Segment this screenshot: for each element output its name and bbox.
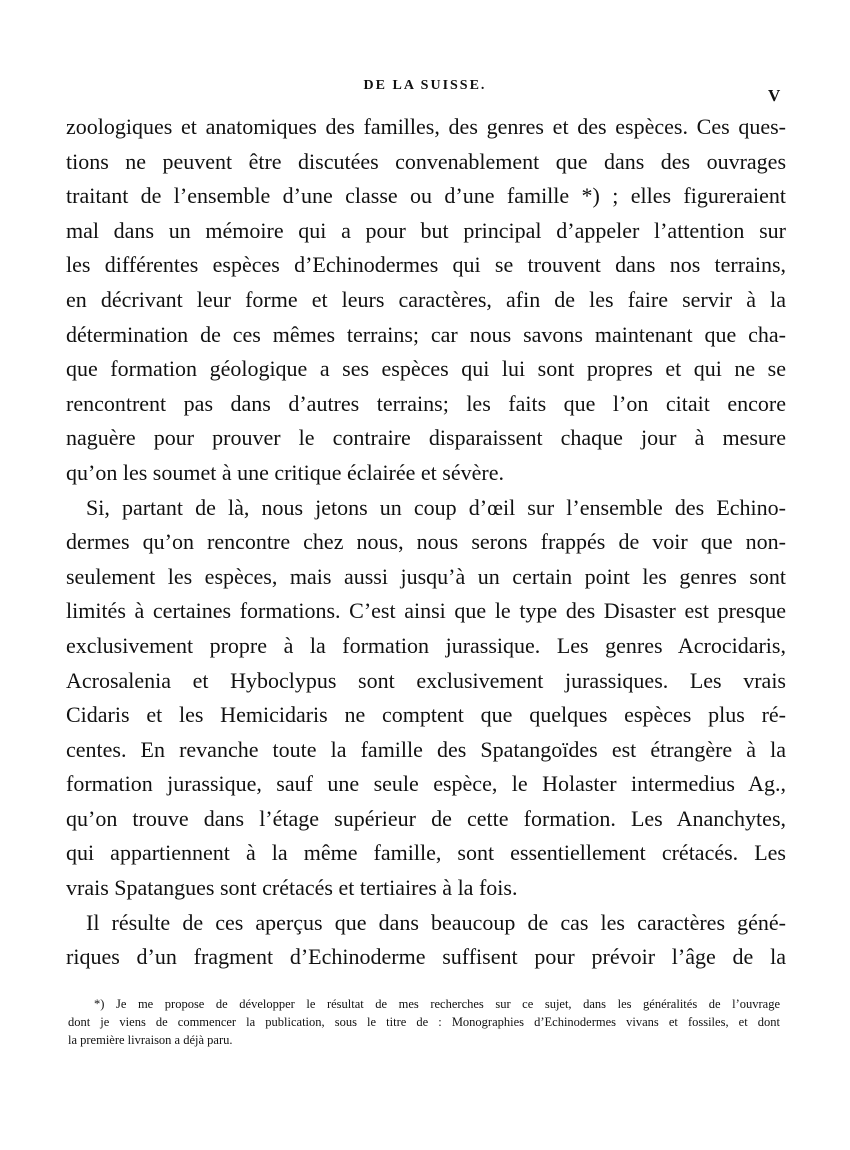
text-line: traitant de l’ensemble d’une classe ou d’une famille *) ; elles figureraient xyxy=(66,183,786,209)
text-line: détermination de ces mêmes terrains; car nous savons maintenant que cha- xyxy=(66,321,786,347)
text-line: centes. En revanche toute la famille des Spatangoïdes est étrangère à la xyxy=(66,736,786,762)
text-line: qu’on les soumet à une critique éclairée et sévère. xyxy=(66,459,504,485)
body-text xyxy=(66,110,786,975)
text-line: Acrosalenia et Hyboclypus sont exclusivement jurassiques. Les vrais xyxy=(66,667,786,693)
footnote-line: dont je viens de commencer la publication, sous le titre de : Monographies d’Echinodermes vivans et fossiles, et dont xyxy=(68,1015,780,1029)
text-line: naguère pour prouver le contraire disparaissent chaque jour à mesure xyxy=(66,425,786,451)
running-head: DE LA SUISSE. xyxy=(363,78,487,93)
text-line: exclusivement propre à la formation jurassique. Les genres Acrocidaris, xyxy=(66,632,786,658)
text-line: formation jurassique, sauf une seule espèce, le Holaster intermedius Ag., xyxy=(66,771,786,797)
text-line: rencontrent pas dans d’autres terrains; les faits que l’on citait encore xyxy=(66,390,786,416)
text-line: les différentes espèces d’Echinodermes qui se trouvent dans nos terrains, xyxy=(66,252,786,278)
paragraph-3 xyxy=(66,906,786,975)
text-line: riques d’un fragment d’Echinoderme suffisent pour prévoir l’âge de la xyxy=(66,944,786,970)
text-line: tions ne peuvent être discutées convenablement que dans des ouvrages xyxy=(66,148,786,174)
text-line: qu’on trouve dans l’étage supérieur de cette formation. Les Ananchytes, xyxy=(66,805,786,831)
paragraph-2 xyxy=(66,491,786,906)
text-line: en décrivant leur forme et leurs caractères, afin de les faire servir à la xyxy=(66,286,786,312)
footnote xyxy=(68,995,780,1049)
text-line: limités à certaines formations. C’est ainsi que le type des Disaster est presque xyxy=(66,598,786,624)
text-line: seulement les espèces, mais aussi jusqu’à un certain point les genres sont xyxy=(66,563,786,589)
text-line: Cidaris et les Hemicidaris ne comptent que quelques espèces plus ré- xyxy=(66,702,786,728)
footnote-line: *) Je me propose de développer le résultat de mes recherches sur ce sujet, dans les généralités de l’ouvrage xyxy=(94,997,780,1011)
text-line: qui appartiennent à la même famille, sont essentiellement crétacés. Les xyxy=(66,840,786,866)
text-line: vrais Spatangues sont crétacés et tertiaires à la fois. xyxy=(66,875,518,901)
paragraph-1 xyxy=(66,110,786,491)
text-line: Il résulte de ces aperçus que dans beaucoup de cas les caractères géné- xyxy=(86,909,786,935)
page-number: V xyxy=(768,86,781,105)
text-line: zoologiques et anatomiques des familles, des genres et des espèces. Ces ques- xyxy=(66,114,786,139)
text-line: mal dans un mémoire qui a pour but principal d’appeler l’attention sur xyxy=(66,217,786,243)
text-line: dermes qu’on rencontre chez nous, nous serons frappés de voir que non- xyxy=(66,529,786,555)
footnote-line: la première livraison a déjà paru. xyxy=(68,1033,233,1047)
text-line: que formation géologique a ses espèces qui lui sont propres et qui ne se xyxy=(66,356,786,382)
text-line: Si, partant de là, nous jetons un coup d’œil sur l’ensemble des Echino- xyxy=(86,494,786,520)
